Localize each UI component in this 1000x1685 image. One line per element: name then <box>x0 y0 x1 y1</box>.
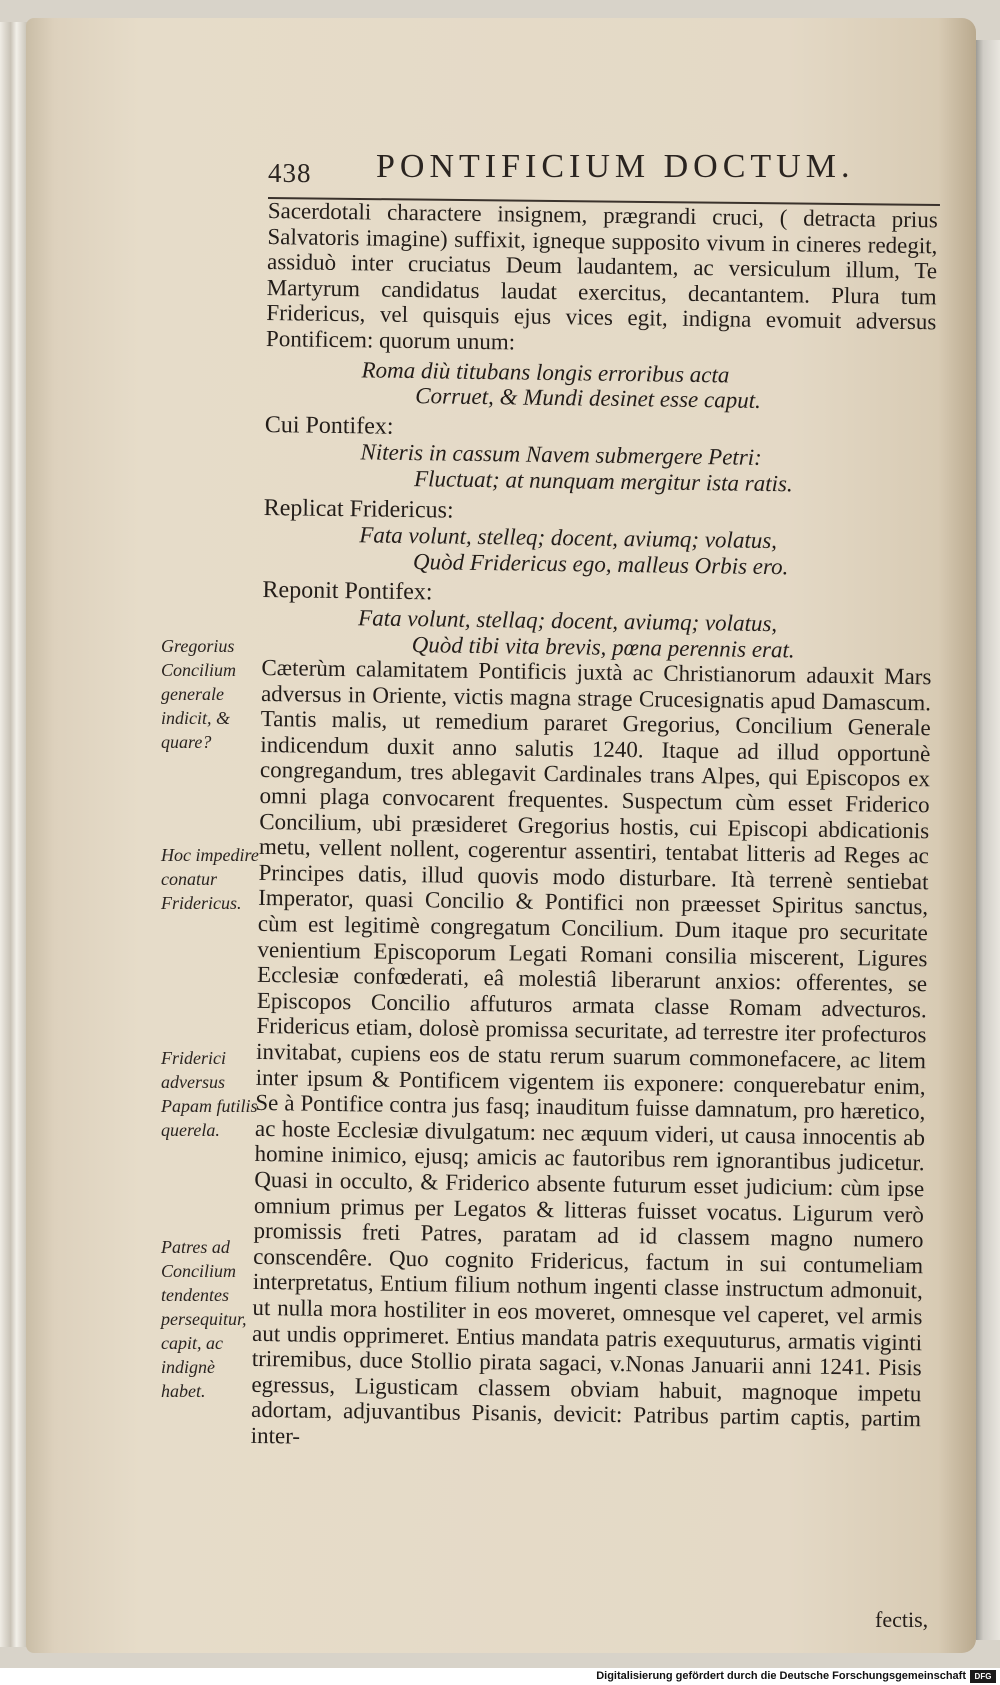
dfg-logo <box>970 1670 996 1683</box>
verse-line: Fata volunt, stelleq; docent, aviumq; volatus, <box>359 522 778 554</box>
margin-note: Friderici adversus Papam futilis querela. <box>161 1048 258 1140</box>
verse-line: Roma diù titubans longis erroribus acta <box>361 356 730 388</box>
paragraph-2: Cæterùm calamitatem Pontificis juxtà ac Christianorum adauxit Mars adversus in Oriente, victis magna strage Crucesignatis apud Damascum. Tantis malis, ut remedium pararet Gregorius, Concilium Generale indicendum duxit anno salutis 1240. Itaque ad illud opportunè congregandum, tres ablegavit Cardinales trans Alpes, qui Episcopos ex omni plaga convocarent frequentes. Suspectum cùm esset Friderico Concilium, ubi præsideret Gregorius hostis, cui Episcopi abdicationis metu, vellent nollent, cogerentur assentiri, tentabat litteris ad Reges ac Principes datis, illud quovis modo disturbare. Ità terrenè sentiebat Imperator, quasi Concilio & Pontifici non præesset Spiritus sanctus, cùm est legitimè congregatum Concilium. Dum itaque pro securitate venientium Episcoporum Legati Romani consilia miscerent, Ligures Ecclesiæ confœderati, eâ molestiâ liberarunt anxios: offerentes, se Episcopos Concilio affuturos armata classe Romam advecturos. Fridericus etiam, dolosè promissa securitate, ad terrestre iter profecturos invitabat, cupiens eos de statu rerum suarum commonefacere, ac litem inter ipsum & Pontificem vigentem iis exponere: conquerebatur enim, Se à Pontifice contra jus fasq; inauditum fuisse damnatum, pro hæretico, ac hoste Ecclesiæ divulgatum: nec æquum videri, ut causa innocentis ab homine inimico, ejusq; amicis ac fautoribus rem ignorantibus judicetur. Quasi in occulto, & Friderico absente futurum esset judicium: cùm ipse omnium primus per Legatos & litteras fuisset vocatus. Ligurum verò promissis freti Patres, paratam ad id classem magno numero conscendêre. Quo cognito Fridericus, factum in sui contumeliam interpretatus, Entium filium nothum ingenti classe instructum admonuit, ut nulla mora hostiliter in eos moveret, omnesque vel caperet, vel armis aut undis opprimeret. Entius mandata patris exequuturus, armatis viginti triremibus, duce Stollio pirata sagaci, v.Nonas Januarii anni 1241. Pisis egressus, Ligusticam classem obviam habuit, magnoque impetu adortam, adjuvantibus Pisanis, devicit: Patribus partim captis, partim inter- <box>250 655 932 1449</box>
margin-note: Patres ad Concilium tendentes persequitur, capit, ac indignè habet. <box>161 1237 247 1401</box>
verse-line: Niteris in cassum Navem submergere Petri: <box>360 439 762 471</box>
verse-3 <box>263 521 934 582</box>
verse-line: Corruet, & Mundi desinet esse caput. <box>415 383 762 414</box>
speaker-line: Cui Pontifex: <box>264 411 394 440</box>
verse-4 <box>262 604 933 665</box>
verse-line: Fata volunt, stellaq; docent, aviumq; volatus, <box>357 605 778 637</box>
digitization-credit-bar <box>0 1668 1000 1685</box>
page-number: 438 <box>268 158 312 188</box>
paragraph-1: Sacerdotali charactere insignem, prægrandi cruci, ( detracta prius Salvatoris imagine) suffixit, igneque supposito vivum in cineres redegit, assiduò inter cruciatus Deum laudantem, ac versiculum illum, Te Martyrum candidatus laudat exercitus, decantantem. Plura tum Fridericus, vel quisquis ejus vices egit, indigna evomuit adversus Pontificem: quorum unum: <box>265 198 938 355</box>
verse-line: Fluctuat; at nunquam mergitur ista ratis. <box>413 466 793 497</box>
main-text-block <box>251 198 938 1458</box>
verse-1 <box>265 356 936 417</box>
margin-note: Gregorius Concilium generale indicit, & quare? <box>161 636 236 752</box>
speaker-line: Replicat Fridericus: <box>263 494 454 524</box>
verse-2 <box>264 438 935 499</box>
verse-line: Quòd Fridericus ego, malleus Orbis ero. <box>412 548 789 580</box>
speaker-line: Reponit Pontifex: <box>262 577 433 606</box>
page-header <box>268 148 878 192</box>
right-page-edge <box>976 40 1000 1640</box>
catchword: fectis, <box>875 1607 929 1632</box>
verse-line: Quòd tibi vita brevis, pœna perennis erat. <box>411 631 795 662</box>
running-head: PONTIFICIUM DOCTUM. <box>376 148 855 185</box>
margin-note: Hoc impedire conatur Fridericus. <box>161 845 259 913</box>
credit-text: Digitalisierung gefördert durch die Deutsche Forschungsgemeinschaft <box>596 1670 966 1682</box>
